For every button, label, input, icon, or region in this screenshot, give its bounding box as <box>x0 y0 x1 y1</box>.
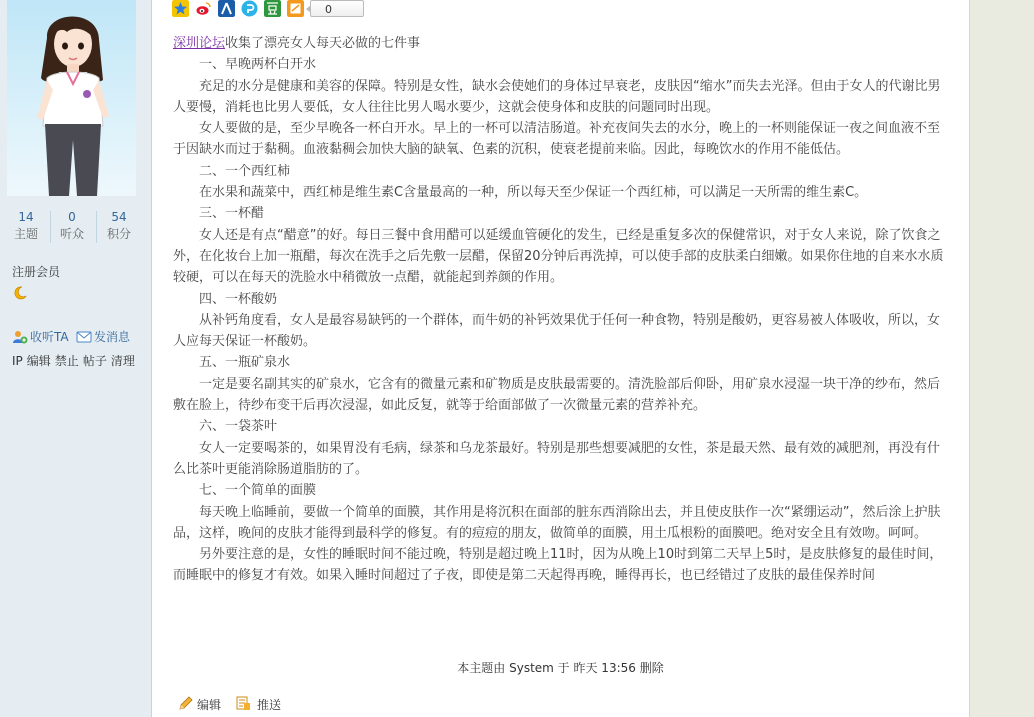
stat-threads-label: 主题 <box>13 227 38 241</box>
post-paragraph: 女人一定要喝茶的，如果胃没有毛病，绿茶和乌龙茶最好。特别是那些想要减肥的女性，茶是最天然、最有效的减肥剂，再没有什么比茶叶更能消除肠道脂肪的了。 <box>173 440 941 477</box>
stat-threads-value: 14 <box>18 210 34 224</box>
admin-link-ban[interactable]: 禁止 <box>54 354 79 368</box>
stat-listeners-label: 听众 <box>59 227 84 241</box>
avatar-image <box>7 0 136 196</box>
author-stats <box>0 209 151 245</box>
stat-divider <box>50 211 51 243</box>
stat-points-label: 积分 <box>106 227 131 241</box>
moderation-note: 本主题由 System 于 昨天 13:56 删除 <box>457 661 664 675</box>
author-sidebar <box>0 0 152 717</box>
stat-listeners-value: 0 <box>68 210 76 224</box>
post-intro <box>173 33 949 54</box>
qzone-icon[interactable] <box>172 0 189 17</box>
admin-link-edit[interactable]: 编辑 <box>26 354 51 368</box>
share-count[interactable]: 0 <box>310 0 364 17</box>
post-heading: 六、一袋茶叶 <box>199 419 278 435</box>
stat-threads[interactable] <box>6 209 46 243</box>
pengyou-icon[interactable] <box>241 0 258 17</box>
post-heading: 二、一个西红柿 <box>199 163 291 179</box>
post-paragraph: 从补钙角度看，女人是最容易缺钙的一个群体，而牛奶的补钙效果优于任何一种食物，特别是酸奶，更容易被人体吸收，所以，女人应每天保证一杯酸奶。 <box>173 312 941 350</box>
stat-points-value: 54 <box>111 210 127 224</box>
post-paragraph: 女人还是有点“醋意”的好。每日三餐中食用醋可以延缓血管硬化的发生，已经是重复多次的保健常识，对于女人来说，除了饮食之外，在化妆台上加一瓶醋，每次在洗手之后先敷一层醋，保留20分钟后再洗掉，可以使手部的皮肤柔白细嫩。如果你住地的自来水水质较硬，可以在每天的洗脸水中稍微放一点醋，就能起到养颜的作用。 <box>173 227 944 286</box>
post-paragraph: 另外要注意的是，女性的睡眠时间不能过晚，特别是超过晚上11时，因为从晚上10时到第二天早上5时，是皮肤修复的最佳时间，而睡眠中的修复才有效。如果入睡时间超过了子夜，即使是第二天起得再晚，睡得再长，也已经错过了皮肤的最佳保养时间 <box>173 547 943 584</box>
post-main <box>152 0 969 717</box>
stat-listeners[interactable] <box>52 209 92 243</box>
post-heading: 三、一杯醋 <box>199 206 265 222</box>
post-paragraph: 女人要做的是，至少早晚各一杯白开水。早上的一杯可以清洁肠道。补充夜间失去的水分，晚上的一杯则能保证一夜之间血液不至于因缺水而过于黏稠。血液黏稠会加快大脑的缺氧、色素的沉积，使衰老提前来临。因此，每晚饮水的作用不能低估。 <box>173 121 941 158</box>
post-heading: 七、一个简单的面膜 <box>199 483 317 499</box>
forum-source-link[interactable]: 深圳论坛 <box>173 36 226 51</box>
stat-divider <box>96 211 97 243</box>
push-button[interactable]: 推送 <box>257 698 282 712</box>
post-heading: 四、一杯酸奶 <box>199 291 278 307</box>
post-intro-text: 收集了漂亮女人每天必做的七件事 <box>225 36 421 51</box>
post-heading: 一、早晚两杯白开水 <box>199 57 317 73</box>
avatar[interactable] <box>7 0 136 196</box>
moon-icon <box>12 285 28 301</box>
weibo-icon[interactable] <box>195 0 212 17</box>
post-paragraph: 一定是要名副其实的矿泉水，它含有的微量元素和矿物质是皮肤最需要的。清洗脸部后仰卧，用矿泉水浸湿一块干净的纱布，然后敷在脸上，待纱布变干后再次浸湿，如此反复，就等于给面部做了一次微量元素的营养补充。 <box>173 376 941 414</box>
message-icon[interactable] <box>76 329 92 345</box>
admin-link-clean[interactable]: 清理 <box>110 354 135 368</box>
member-group[interactable]: 注册会员 <box>12 265 61 279</box>
follow-icon[interactable] <box>12 329 28 345</box>
edit-button[interactable]: 编辑 <box>197 698 222 712</box>
admin-links <box>12 352 139 369</box>
post-content <box>173 33 949 587</box>
right-gutter <box>969 0 1034 717</box>
post-paragraph: 在水果和蔬菜中，西红柿是维生素C含量最高的一种，所以每天至少保证一个西红柿，可以满足一天所需的维生素C。 <box>199 185 868 201</box>
follow-button[interactable]: 收听TA <box>30 330 69 344</box>
renren-icon[interactable] <box>218 0 235 17</box>
send-message-button[interactable]: 发消息 <box>94 330 131 344</box>
favorite-icon[interactable] <box>287 0 304 17</box>
share-push-icon[interactable] <box>235 695 251 711</box>
douban-icon[interactable] <box>264 0 281 17</box>
admin-link-posts[interactable]: 帖子 <box>82 354 107 368</box>
edit-pencil-icon[interactable] <box>178 695 194 711</box>
post-paragraph: 充足的水分是健康和美容的保障。特别是女性，缺水会使她们的身体过早衰老，皮肤因“缩水”而失去光泽。但由于女人的代谢比男人要慢，消耗也比男人要低，女人往往比男人喝水要少，这就会使身体和皮肤的问题同时出现。 <box>173 78 941 115</box>
post-heading: 五、一瓶矿泉水 <box>199 355 291 371</box>
admin-link-ip[interactable]: IP <box>12 354 23 368</box>
post-paragraph: 每天晚上临睡前，要做一个简单的面膜，其作用是将沉积在面部的脏东西消除出去，并且使皮肤作一次“紧绷运动”，然后涂上护肤品，这样，晚间的皮肤才能得到最科学的修复。有的痘痘的朋友，做简单的面膜，用土瓜根粉的面膜吧。绝对安全且有效吻。呵呵。 <box>173 504 941 541</box>
stat-points[interactable] <box>99 209 139 243</box>
